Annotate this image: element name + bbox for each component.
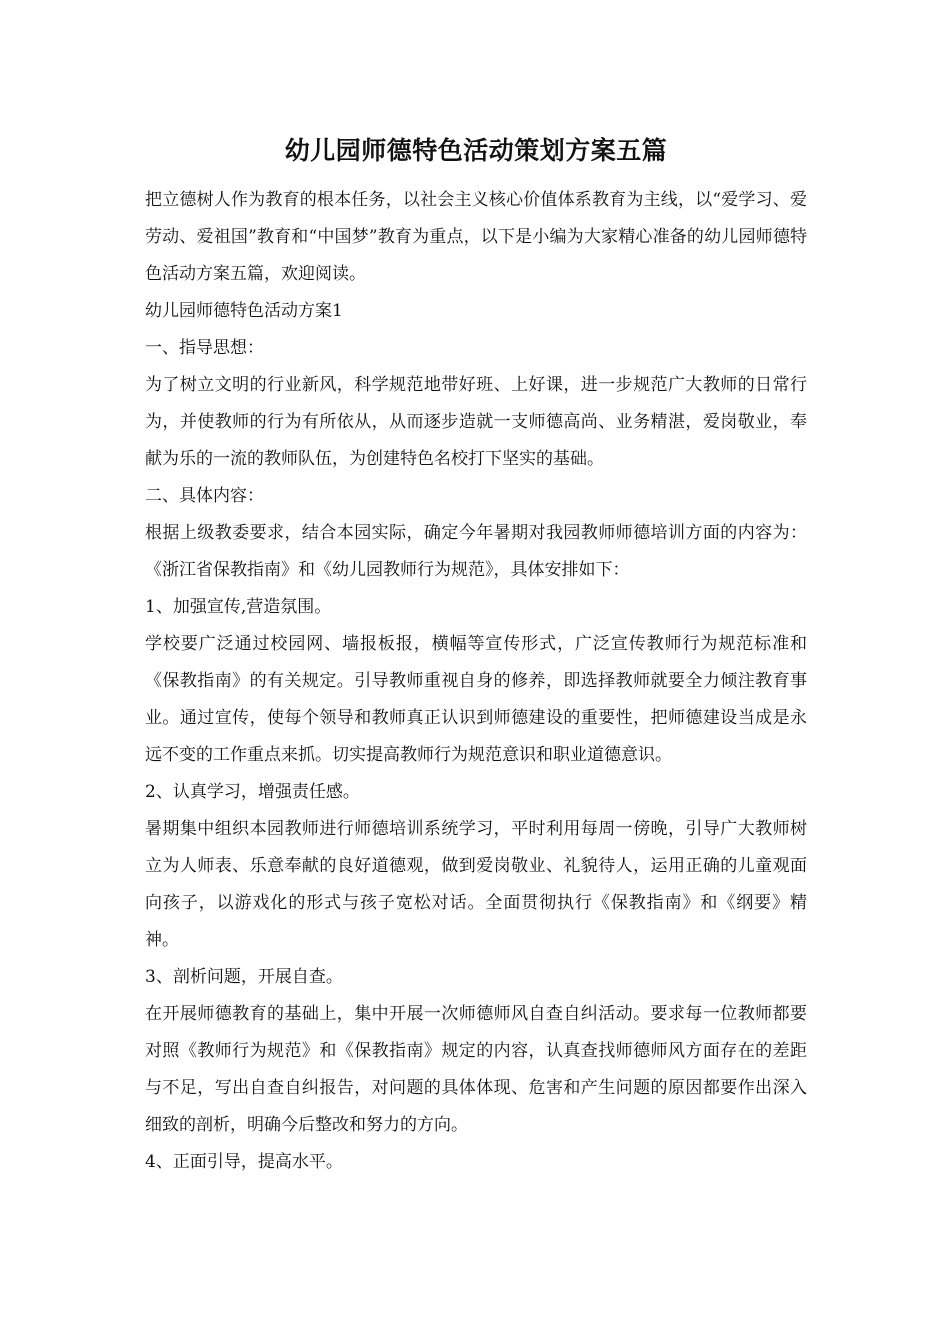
- section-heading-guiding-thought: 一、指导思想：: [145, 338, 264, 358]
- item-1-paragraph: 学校要广泛通过校园网、墙报板报，横幅等宣传形式，广泛宣传教师行为规范标准和《保教指南》的有关规定。引导教师重视自身的修养，即选择教师就要全力倾注教育事业。通过宣传，使每个领导和教师真正认识到师德建设的重要性，把师德建设当成是永远不变的工作重点来抓。切实提高教师行为规范意识和职业道德意识。: [145, 634, 807, 765]
- item-2-paragraph: 暑期集中组织本园教师进行师德培训系统学习，平时利用每周一傍晚，引导广大教师树立为人师表、乐意奉献的良好道德观，做到爱岗敬业、礼貌待人，运用正确的儿童观面向孩子，以游戏化的形式与孩子宽松对话。全面贯彻执行《保教指南》和《纲要》精神。: [145, 819, 807, 950]
- document-title: 幼儿园师德特色活动策划方案五篇: [284, 136, 668, 165]
- item-heading-1: 1、加强宣传,营造氛围。: [145, 597, 332, 617]
- item-3-paragraph: 在开展师德教育的基础上，集中开展一次师德师风自查自纠活动。要求每一位教师都要对照《教师行为规范》和《保教指南》规定的内容，认真查找师德师风方面存在的差距与不足，写出自查自纠报告，对问题的具体体现、危害和产生问题的原因都要作出深入细致的剖析，明确今后整改和努力的方向。: [145, 1004, 807, 1135]
- document-page: [145, 126, 807, 1181]
- intro-paragraph: 把立德树人作为教育的根本任务，以社会主义核心价值体系教育为主线，以“爱学习、爱劳动、爱祖国”教育和“中国梦”教育为重点，以下是小编为大家精心准备的幼儿园师德特色活动方案五篇，欢迎阅读。: [145, 190, 807, 284]
- item-heading-2: 2、认真学习，增强责任感。: [145, 782, 360, 802]
- item-heading-3: 3、剖析问题，开展自查。: [145, 967, 343, 987]
- plan-1-heading: 幼儿园师德特色活动方案1: [145, 301, 343, 321]
- item-heading-4: 4、正面引导，提高水平。: [145, 1152, 343, 1172]
- guiding-thought-paragraph: 为了树立文明的行业新风，科学规范地带好班、上好课，进一步规范广大教师的日常行为，并使教师的行为有所依从，从而逐步造就一支师德高尚、业务精湛，爱岗敬业，奉献为乐的一流的教师队伍，为创建特色名校打下坚实的基础。: [145, 375, 807, 469]
- section-heading-content: 二、具体内容：: [145, 486, 264, 506]
- content-paragraph: 根据上级教委要求，结合本园实际，确定今年暑期对我园教师师德培训方面的内容为：《浙江省保教指南》和《幼儿园教师行为规范》，具体安排如下：: [145, 523, 807, 580]
